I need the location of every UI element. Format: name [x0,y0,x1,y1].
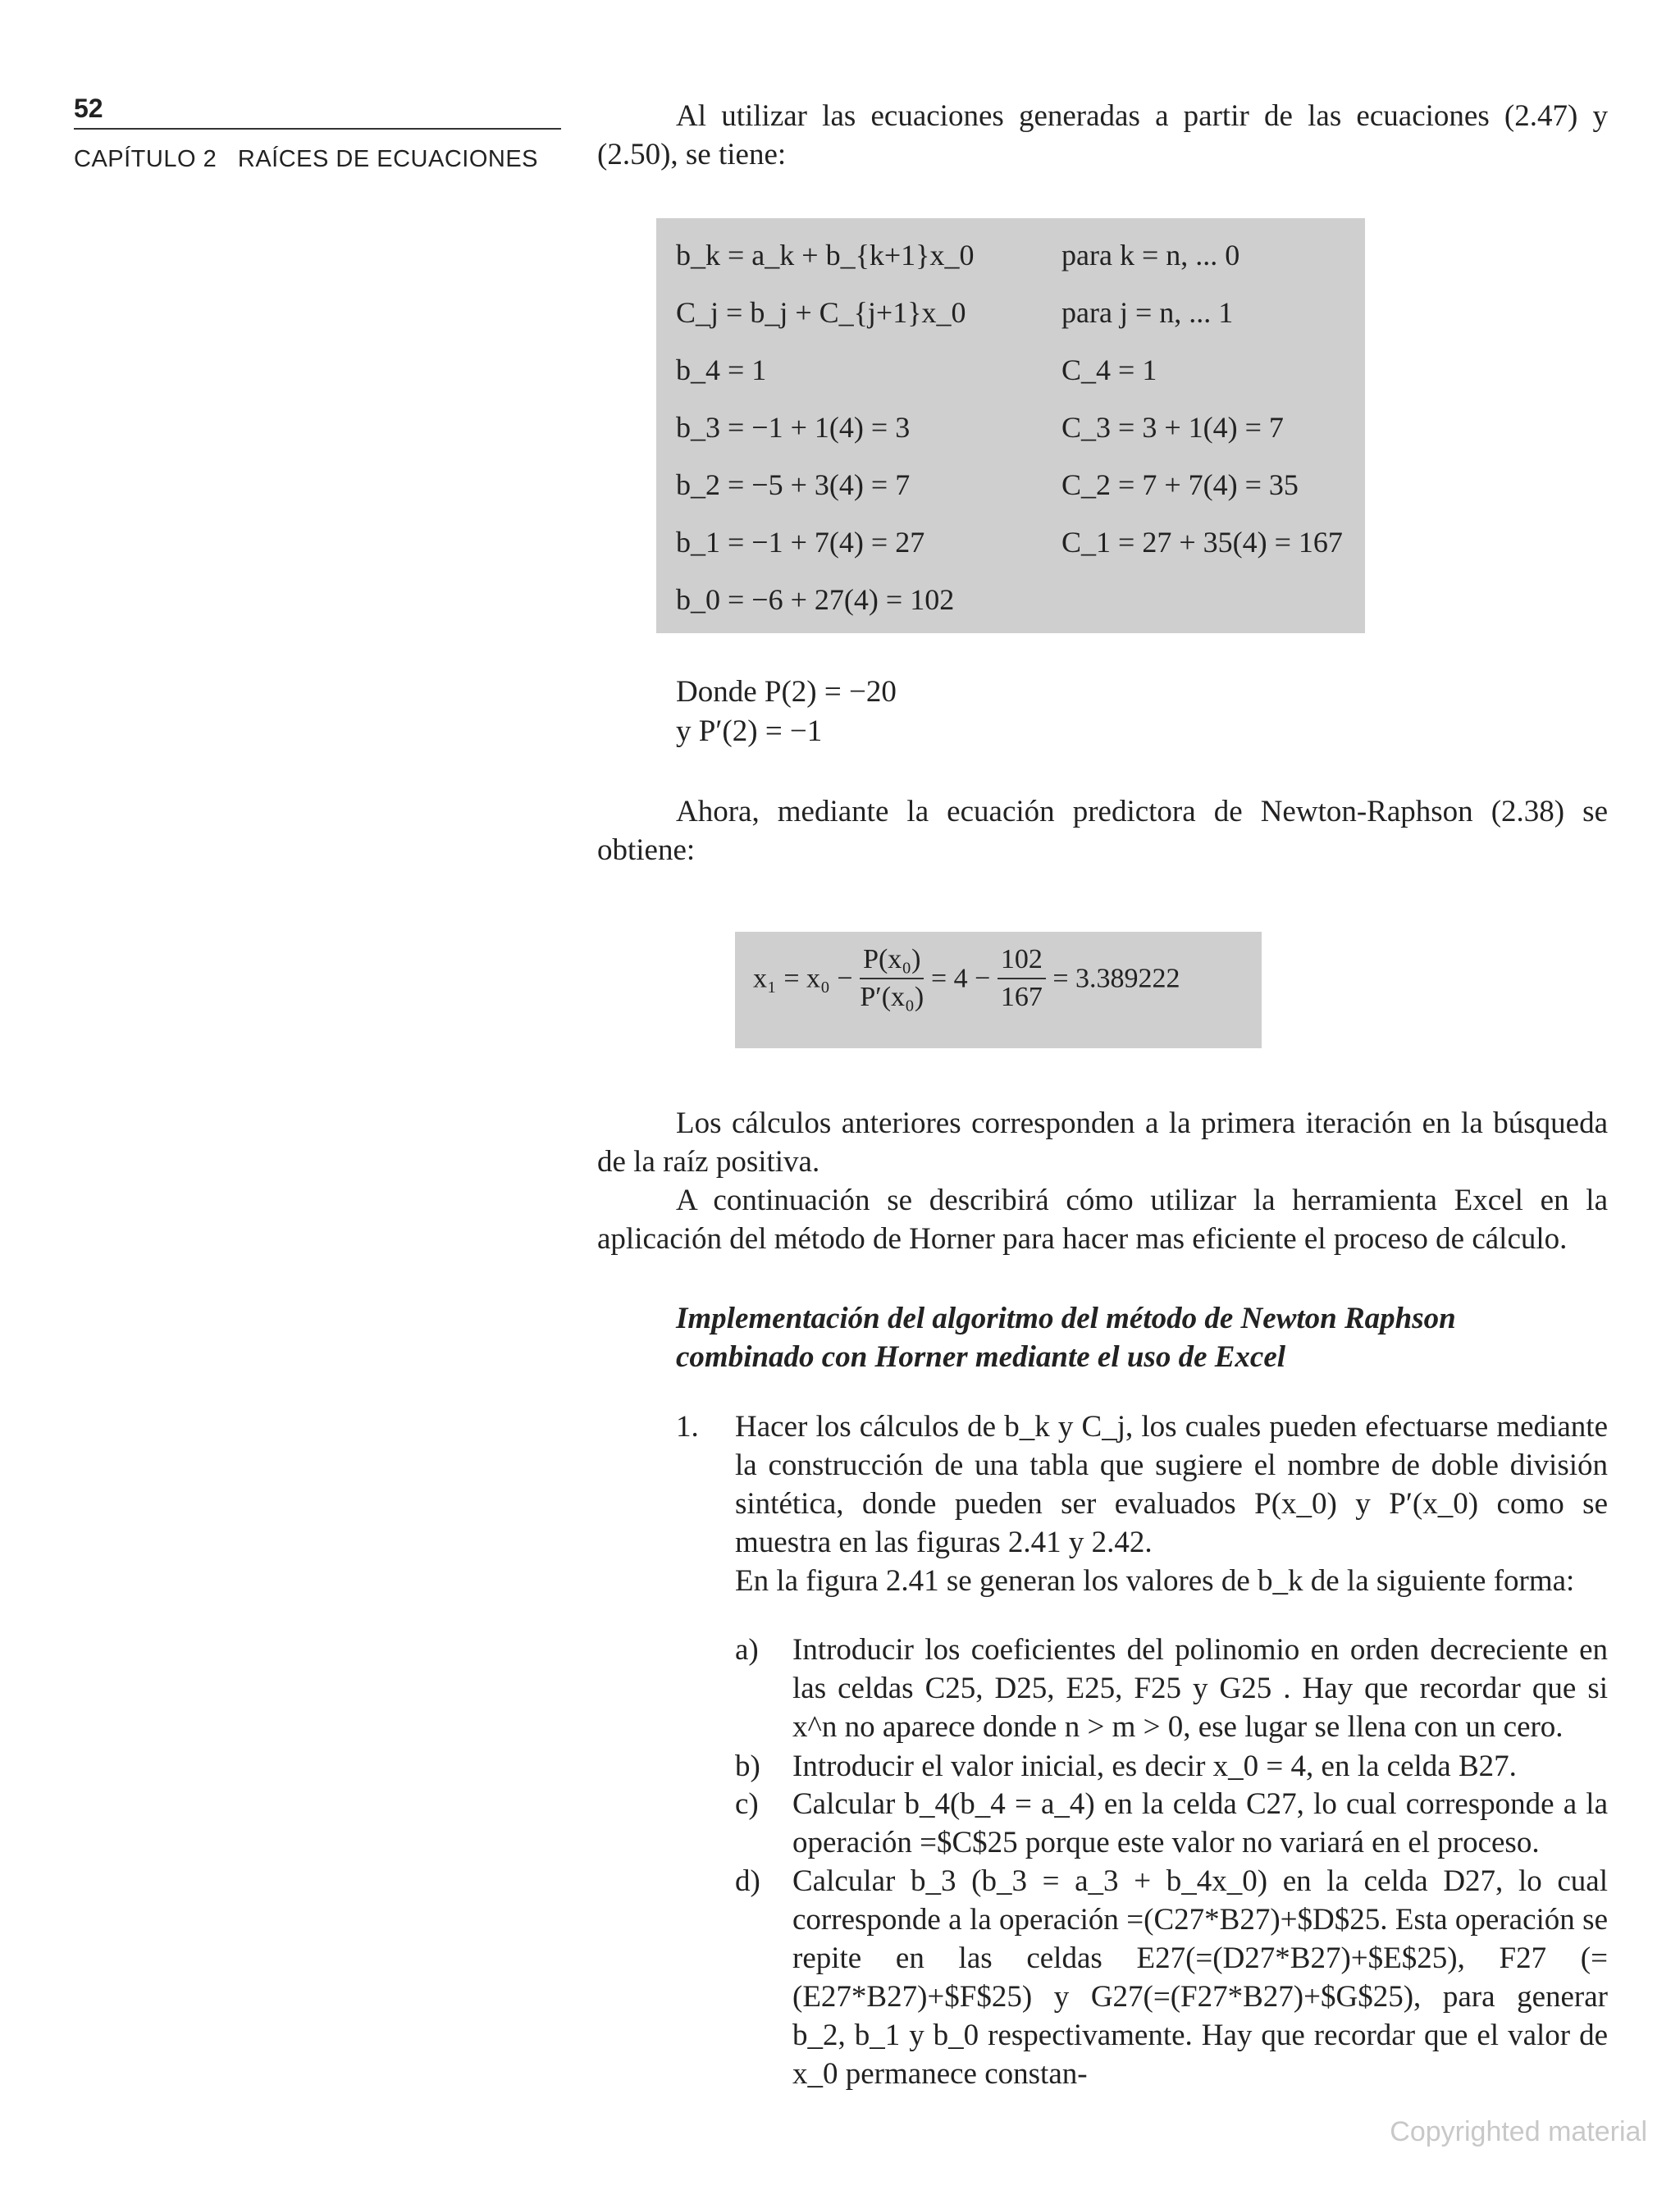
sub-item-marker-b: b) [735,1750,760,1783]
formula-denominator-2: 167 [1000,982,1043,1012]
equation-box [656,218,1365,633]
formula-box [735,932,1262,1048]
formula-fraction [860,942,924,1015]
donde-line-1: Donde P(2) = −20 [676,675,897,709]
chapter-heading [74,143,538,176]
formula-numerator-2: 102 [998,942,1046,979]
list-item-follow: En la figura 2.41 se generan los valores de b_k de la siguiente forma: [735,1564,1575,1598]
chapter-title: RAÍCES DE ECUACIONES [237,146,539,172]
formula-mid: = 4 − [930,963,991,994]
paragraph-2: A continuación se describirá cómo utilizar la herramienta Excel en la aplicación del método de Horner para hacer mas eficiente el proceso de cálculo. [597,1184,1608,1256]
equation-right: para j = n, ... 1 [1061,296,1234,329]
header-rule [74,128,561,130]
steps-list [676,1408,1608,2091]
subsection-heading-line-1: Implementación del algoritmo del método de Newton Raphson [676,1302,1456,1335]
sub-item-text-b: Introducir el valor inicial, es decir x_0 = 4, en la celda B27. [792,1750,1517,1783]
equation-left: b_1 = −1 + 7(4) = 27 [676,526,925,559]
equation-right: C_4 = 1 [1061,354,1157,386]
donde-line-2: y P′(2) = −1 [676,714,823,748]
sub-item-text-c: Calcular b_4(b_4 = a_4) en la celda C27, lo cual corresponde a la operación =$C$25 porque este valor no variará en el proceso. [792,1787,1608,1859]
formula-numerator: P(x₀) [860,942,924,979]
formula-result: = 3.389222 [1052,963,1180,994]
list-item-text: Hacer los cálculos de b_k y C_j, los cuales pueden efectuarse mediante la construcción de una tabla que sugiere el nombre de doble división sintética, donde pueden ser evaluados P(x_0) y P′(x_0) como se muestra en las figuras 2.41 y 2.42. [735,1410,1608,1559]
equation-left: C_j = b_j + C_{j+1}x_0 [676,296,966,329]
list-item-number: 1. [676,1410,699,1444]
equation-left: b_2 = −5 + 3(4) = 7 [676,468,911,501]
sub-item-text-a: Introducir los coeficientes del polinomio en orden decreciente en las celdas C25, D25, E25, F25 y G25 . Hay que recordar que si x^n no aparece donde n > m > 0, ese lugar se llena con un cero. [792,1633,1608,1744]
chapter-label: CAPÍTULO 2 [74,146,217,172]
equation-right: C_3 = 3 + 1(4) = 7 [1061,411,1284,444]
subsection-heading-line-2: combinado con Horner mediante el uso de Excel [676,1340,1286,1374]
intro-paragraph: Al utilizar las ecuaciones generadas a partir de las ecuaciones (2.47) y (2.50), se tiene: [597,99,1608,171]
equation-left: b_3 = −1 + 1(4) = 3 [676,411,911,444]
newton-formula [753,942,1180,1015]
sub-item-text-d: Calcular b_3 (b_3 = a_3 + b_4x_0) en la celda D27, lo cual corresponde a la operación =(C27*B27)+$D$25. Esta operación se repite en las celdas E27(=(D27*B27)+$E$25), F27 (=(E27*B27)+$F$25) y G27(=(F27*B27)+$G$25), para generar b_2, b_1 y b_0 respectivamente. Hay que recordar que el valor de x_0 permanece constan- [792,1864,1608,2091]
formula-fraction-2 [998,942,1046,1015]
sub-item-marker-c: c) [735,1787,759,1821]
equation-left: b_k = a_k + b_{k+1}x_0 [676,239,975,271]
paragraph-1: Los cálculos anteriores corresponden a la primera iteración en la búsqueda de la raíz positiva. [597,1106,1608,1179]
equation-left: b_4 = 1 [676,354,767,386]
equation-right: para k = n, ... 0 [1061,239,1240,271]
formula-lhs: x₁ = x₀ − [753,963,853,994]
page-number: 52 [74,94,103,123]
equation-right: C_1 = 27 + 35(4) = 167 [1061,526,1343,559]
ahora-paragraph: Ahora, mediante la ecuación predictora de Newton-Raphson (2.38) se obtiene: [597,795,1608,867]
sub-item-marker-d: d) [735,1864,760,1898]
copyright-watermark: Copyrighted material [1390,2116,1647,2147]
subsection-heading [676,1299,1608,1376]
equation-left: b_0 = −6 + 27(4) = 102 [676,583,955,616]
sub-item-marker-a: a) [735,1633,759,1667]
equation-right: C_2 = 7 + 7(4) = 35 [1061,468,1299,501]
formula-denominator: P′(x₀) [860,982,924,1012]
